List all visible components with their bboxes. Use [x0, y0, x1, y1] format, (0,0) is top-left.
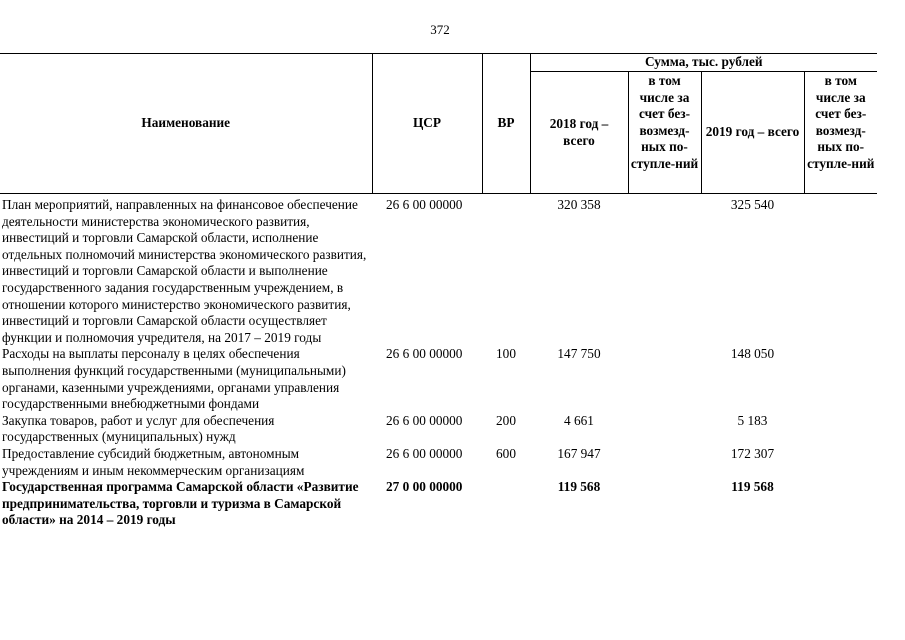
- table-row: [0, 446, 877, 479]
- row-2018-total: 320 358: [557, 197, 601, 212]
- header-2019-total: 2019 год – всего: [701, 72, 804, 194]
- header-2018-total: 2018 год – всего: [530, 72, 628, 194]
- header-2018-free: в том числе за счет без-возмезд-ных по-ступле-ний: [628, 72, 701, 194]
- row-2019-free: [804, 413, 877, 446]
- table-row: [0, 413, 877, 446]
- row-name: Расходы на выплаты персоналу в целях обеспечения выполнения функций государственными (муниципальными) органами, казенными учреждениями, органами управления государственными внебюджетными фондами: [2, 346, 346, 412]
- row-vr: 200: [496, 412, 516, 428]
- table-row: [0, 479, 877, 529]
- page-number: 372: [430, 22, 450, 37]
- row-2019-free: [804, 346, 877, 412]
- row-csr: 26 6 00 00000: [386, 197, 463, 212]
- row-2019-free: [804, 479, 877, 529]
- header-2019-free: в том числе за счет без-возмезд-ных по-ступле-ний: [804, 72, 877, 194]
- row-name: План мероприятий, направленных на финансовое обеспечение деятельности министерства экономического развития, инвестиций и торговли Самарской области, исполнение отдельных полномочий министерства экономического развития, инвестиций и торговли Самарской области и выполнение государственного задания государственным учреждением, в отношении которого министерство экономического развития, инвестиций и торговли Самарской области осуществляет функции и полномочия учредителя, на 2017 – 2019 годы: [2, 197, 367, 345]
- row-vr: [482, 479, 530, 529]
- table-row: [0, 346, 877, 412]
- row-2018-total: 147 750: [557, 346, 601, 362]
- row-vr: [482, 194, 530, 347]
- header-name: Наименование: [0, 54, 372, 194]
- budget-table: [0, 53, 877, 529]
- row-2018-total: 167 947: [557, 445, 601, 461]
- row-csr: 26 6 00 00000: [386, 445, 463, 461]
- row-csr: 27 0 00 00000: [386, 479, 463, 495]
- row-name: Закупка товаров, работ и услуг для обеспечения государственных (муниципальных) нужд: [2, 412, 275, 445]
- header-csr: ЦСР: [372, 54, 482, 194]
- header-vr: ВР: [482, 54, 530, 194]
- table-row: [0, 194, 877, 347]
- row-2018-free: [628, 479, 701, 529]
- row-csr: 26 6 00 00000: [386, 346, 463, 362]
- row-2018-free: [628, 346, 701, 412]
- row-name: Государственная программа Самарской области «Развитие предпринимательства, торговли и туризма в Самарской области» на 2014 – 2019 годы: [2, 479, 359, 528]
- row-name: Предоставление субсидий бюджетным, автономным учреждениям и иным некоммерческим организациям: [2, 445, 305, 478]
- row-2018-free: [628, 194, 701, 347]
- row-vr: 600: [496, 445, 516, 461]
- row-2019-total: 5 183: [737, 412, 768, 428]
- row-2019-total: 119 568: [731, 479, 774, 495]
- row-2019-free: [804, 446, 877, 479]
- row-csr: 26 6 00 00000: [386, 412, 463, 428]
- row-2018-total: 4 661: [564, 412, 594, 428]
- row-2018-total: 119 568: [557, 479, 601, 495]
- row-2019-total: 148 050: [730, 346, 775, 362]
- table-body: [0, 194, 877, 529]
- row-vr: 100: [496, 346, 516, 362]
- row-2018-free: [628, 413, 701, 446]
- header-sum: Сумма, тыс. рублей: [530, 54, 877, 72]
- table-header: [0, 54, 877, 194]
- row-2018-free: [628, 446, 701, 479]
- row-2019-total: 325 540: [730, 197, 775, 212]
- row-2019-total: 172 307: [730, 445, 775, 461]
- row-2019-free: [804, 194, 877, 347]
